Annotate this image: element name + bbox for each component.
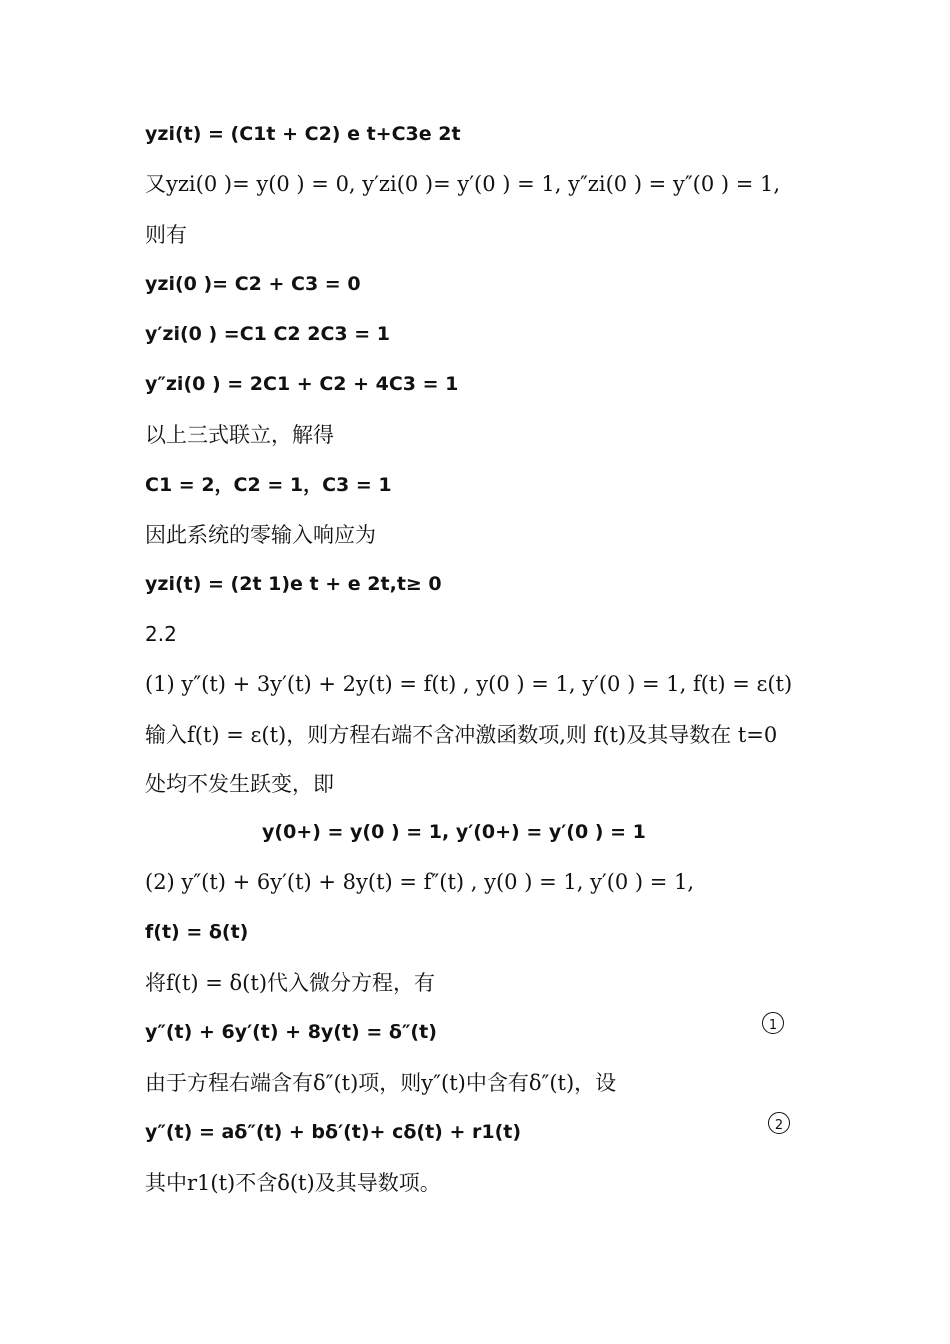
text-input-step: 输入f(t) = ε(t)，则方程右端不含冲激函数项,则 f(t)及其导数在 t=0 — [145, 723, 778, 747]
equation-input-delta: f(t) = δ(t) — [145, 921, 249, 943]
equation-zero-input-response: yzi(t) = (2t 1)e t + e 2t,t≥ 0 — [145, 573, 442, 595]
equation-zero-input-general: yzi(t) = (C1t + C2) e t+C3e 2t — [145, 123, 461, 145]
text-no-jump: 处均不发生跃变，即 — [145, 772, 334, 796]
text-then: 则有 — [145, 223, 187, 247]
problem-1-equation: (1) y″(t) + 3y′(t) + 2y(t) = f(t) , y(0 ) = 1, y′(0 ) = 1, f(t) = ε(t) — [145, 672, 793, 696]
text-contains-delta: 由于方程右端含有δ″(t)项，则y″(t)中含有δ″(t)，设 — [145, 1071, 617, 1095]
text-solve: 以上三式联立，解得 — [145, 423, 334, 447]
text-r1-note: 其中r1(t)不含δ(t)及其导数项。 — [145, 1171, 441, 1195]
equation-condition-3: y″zi(0 ) = 2C1 + C2 + 4C3 = 1 — [145, 373, 459, 395]
equation-number-2: 2 — [768, 1112, 790, 1134]
problem-2-equation: (2) y″(t) + 6y′(t) + 8y(t) = f″(t) , y(0 ) = 1, y′(0 ) = 1, — [145, 870, 695, 894]
equation-condition-2: y′zi(0 ) =C1 C2 2C3 = 1 — [145, 323, 391, 345]
equation-2: y″(t) = aδ″(t) + bδ′(t)+ cδ(t) + r1(t) — [145, 1121, 522, 1143]
initial-conditions-line: 又yzi(0 )= y(0 ) = 0, y′zi(0 )= y′(0 ) = 1, y″zi(0 ) = y″(0 ) = 1, — [145, 172, 781, 196]
equation-1: y″(t) + 6y′(t) + 8y(t) = δ″(t) — [145, 1021, 437, 1043]
section-heading-2-2: 2.2 — [145, 622, 177, 646]
text-zero-input-response: 因此系统的零输入响应为 — [145, 523, 376, 547]
equation-constants: C1 = 2，C2 = 1，C3 = 1 — [145, 474, 392, 496]
equation-initial-values: y(0+) = y(0 ) = 1, y′(0+) = y′(0 ) = 1 — [262, 821, 646, 843]
text-substitute: 将f(t) = δ(t)代入微分方程，有 — [145, 971, 436, 995]
equation-number-1: 1 — [762, 1012, 784, 1034]
equation-condition-1: yzi(0 )= C2 + C3 = 0 — [145, 273, 361, 295]
